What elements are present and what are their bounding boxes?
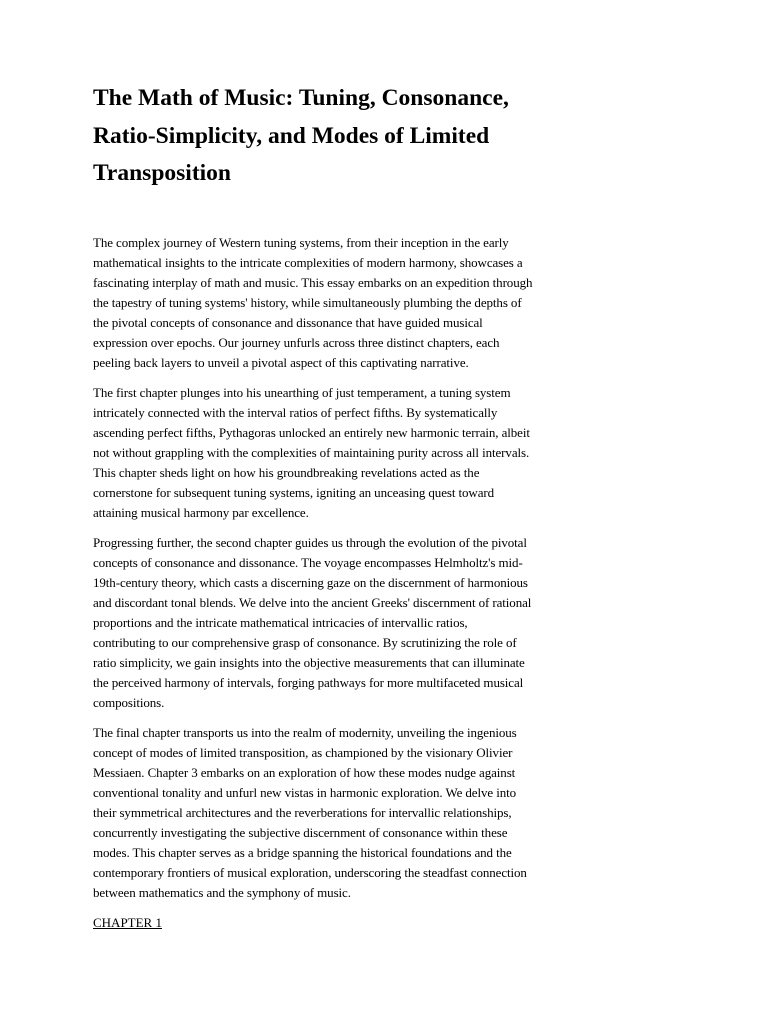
- document-page: [93, 80, 533, 933]
- chapter-one-summary-paragraph: The first chapter plunges into his unearthing of just temperament, a tuning system intricately connected with the interval ratios of perfect fifths. By systematically ascending perfect fifths, Pythagoras unlocked an entirely new harmonic terrain, albeit not without grappling with the complexities of maintaining purity across all intervals. This chapter sheds light on how his groundbreaking revelations acted as the cornerstone for subsequent tuning systems, igniting an unceasing quest toward attaining musical harmony par excellence.: [93, 384, 530, 520]
- document-title: The Math of Music: Tuning, Consonance, Ratio-Simplicity, and Modes of Limited Transposition: [93, 85, 509, 186]
- chapter-three-summary-paragraph: The final chapter transports us into the realm of modernity, unveiling the ingenious concept of modes of limited transposition, as championed by the visionary Olivier Messiaen. Chapter 3 embarks on an exploration of how these modes nudge against conventional tonality and unfurl new vistas in harmonic exploration. We delve into their symmetrical architectures and the reverberations for intervallic relationships, concurrently investigating the subjective discernment of consonance within these modes. This chapter serves as a bridge spanning the historical foundations and the contemporary frontiers of musical exploration, underscoring the steadfast connection between mathematics and the symphony of music.: [93, 724, 527, 900]
- document-body: [93, 233, 533, 933]
- chapter-two-summary-paragraph: Progressing further, the second chapter guides us through the evolution of the pivotal concepts of consonance and dissonance. The voyage encompasses Helmholtz's mid-19th-century theory, which casts a discerning gaze on the discernment of harmonious and discordant tonal blends. We delve into the ancient Greeks' discernment of rational proportions and the intricate mathematical intricacies of intervallic ratios, contributing to our comprehensive grasp of consonance. By scrutinizing the role of ratio simplicity, we gain insights into the objective measurements that can illuminate the perceived harmony of intervals, forging pathways for more multifaceted musical compositions.: [93, 534, 532, 710]
- intro-paragraph: The complex journey of Western tuning systems, from their inception in the early mathematical insights to the intricate complexities of modern harmony, showcases a fascinating interplay of math and music. This essay embarks on an expedition through the tapestry of tuning systems' history, while simultaneously plumbing the depths of the pivotal concepts of consonance and dissonance that have guided musical expression over epochs. Our journey unfurls across three distinct chapters, each peeling back layers to unveil a pivotal aspect of this captivating narrative.: [93, 234, 533, 370]
- chapter-1-link[interactable]: CHAPTER 1: [93, 914, 162, 930]
